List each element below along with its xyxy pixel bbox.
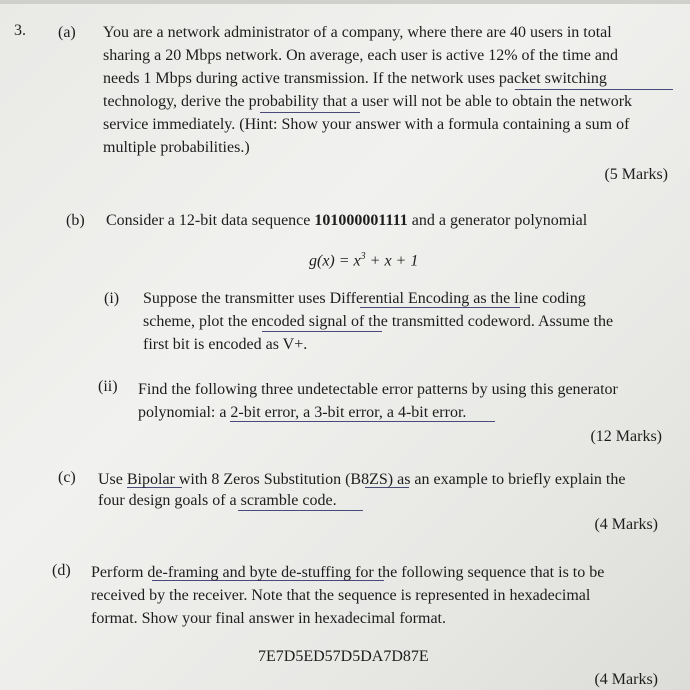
part-b-intro-prefix: Consider a 12-bit data sequence <box>106 212 315 229</box>
part-c-marks: (4 Marks) <box>594 516 658 533</box>
part-c-label: (c) <box>58 469 76 486</box>
underline-packet-switching <box>515 89 673 90</box>
poly-exponent: 3 <box>360 251 366 262</box>
part-b-i-label: (i) <box>104 290 120 307</box>
part-b-intro-suffix: and a generator polynomial <box>407 212 588 229</box>
part-b-i-line-3: first bit is encoded as V+. <box>143 336 308 353</box>
part-b-i-line-2: scheme, plot the encoded signal of the transmitted codeword. Assume the <box>143 313 614 330</box>
part-b-ii-line-2: polynomial: a 2-bit error, a 3-bit error, a 4-bit error. <box>138 404 467 421</box>
part-b-intro <box>106 210 587 232</box>
poly-rhs: + x + 1 <box>365 252 419 270</box>
part-a-line-6: multiple probabilities.) <box>103 139 250 156</box>
part-a-marks: (5 Marks) <box>604 166 668 183</box>
part-b-marks: (12 Marks) <box>590 428 662 445</box>
part-d-line-1: Perform de-framing and byte de-stuffing for the following sequence that is to be <box>91 564 605 581</box>
generator-polynomial <box>309 251 418 270</box>
part-b-label: (b) <box>66 212 85 229</box>
question-number: 3. <box>14 22 26 39</box>
part-a-line-5: service immediately. (Hint: Show your answer with a formula containing a sum of <box>103 116 630 133</box>
part-d-label: (d) <box>52 562 71 579</box>
part-c-line-2: four design goals of a scramble code. <box>98 492 337 509</box>
data-sequence: 101000001111 <box>314 212 408 229</box>
part-b-i-line-1: Suppose the transmitter uses Differential Encoding as the line coding <box>143 290 586 307</box>
part-b-ii-label: (ii) <box>98 378 118 395</box>
part-b-ii-line-1: Find the following three undetectable error patterns by using this generator <box>138 381 618 398</box>
poly-lhs: g(x) = x <box>309 252 361 270</box>
part-d-marks: (4 Marks) <box>594 671 658 688</box>
part-a-line-3: needs 1 Mbps during active transmission. If the network uses packet switching <box>103 70 607 87</box>
top-edge-shadow <box>0 0 690 4</box>
part-d-line-3: format. Show your final answer in hexadecimal format. <box>91 610 446 627</box>
part-a-line-2: sharing a 20 Mbps network. On average, each user is active 12% of the time and <box>103 47 618 64</box>
part-a-label: (a) <box>58 24 76 41</box>
underline-probability <box>260 112 360 113</box>
part-c-line-1: Use Bipolar with 8 Zeros Substitution (B8ZS) as an example to briefly explain the <box>98 471 626 488</box>
part-a-line-1: You are a network administrator of a company, where there are 40 users in total <box>103 24 612 41</box>
part-d-line-2: received by the receiver. Note that the sequence is represented in hexadecimal <box>91 587 591 604</box>
part-a-line-4: technology, derive the probability that a user will not be able to obtain the network <box>103 93 633 110</box>
hex-sequence: 7E7D5ED57D5DA7D87E <box>258 648 429 665</box>
